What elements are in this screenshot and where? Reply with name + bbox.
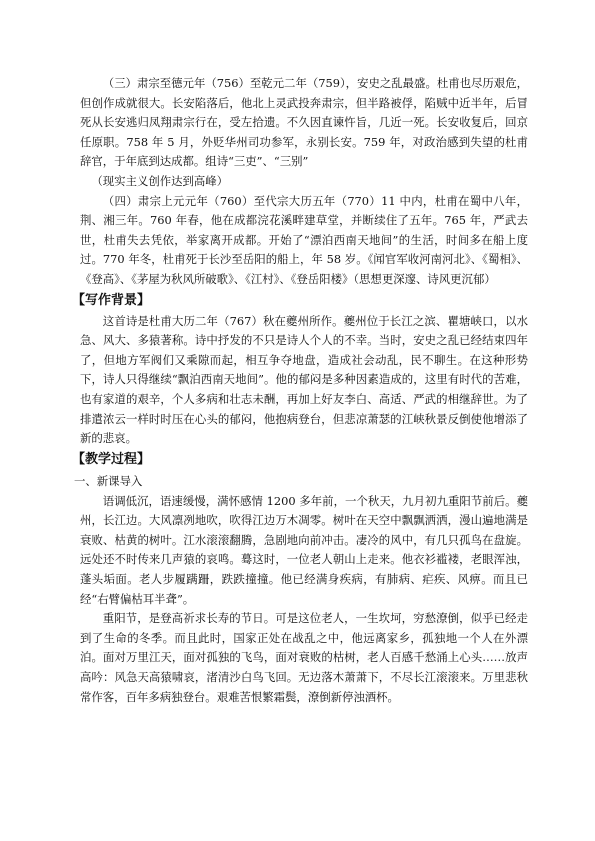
background-heading: 【写作背景】 [72,292,151,308]
intro-paragraph-2: 重阳节，是登高祈求长寿的节日。可是这位老人，一生坎坷，穷愁潦倒，似乎已经走到了生命的冬季。而且此时，国家正处在战乱之中，他远离家乡，孤独地一个人在外漂泊。面对万里江天，面对孤独的飞鸟，面对衰败的枯树，老人百感千愁涌上心头……放声高吟：风急天高猿啸哀，渚清沙白鸟飞回。无边落木萧萧下，不尽长江滚滚来。万里悲秋常作客，百年多病独登台。艰难苦恨繁霜鬓，潦倒新停浊酒杯。 [80,611,528,704]
section-1-title: 一、新课导入 [74,473,143,488]
life-period-4: （四）肃宗上元元年（760）至代宗大历五年（770）11 中内，杜甫在蜀中八年，荆、湘三年。760 年春，他在成都浣花溪畔建草堂，并断续住了五年。765 年，严武去世，杜甫失去凭依，举家离开成都。开始了“漂泊西南天地间”的生活，时间多在船上度过。770 年冬，杜甫死于长沙至岳阳的船上，年 58 岁。《闻官军收河南河北》、《蜀相》、《登高》、《茅屋为秋风所破歌》、《江村》、《登岳阳楼》（思想更深邃、诗风更沉郁） [80,193,528,286]
process-heading: 【教学过程】 [72,451,151,467]
background-text: 这首诗是杜甫大历二年（767）秋在夔州所作。夔州位于长江之滨、瞿塘峡口，以水急、风大、多猿著称。诗中抒发的不只是诗人个人的不幸。当时，安史之乱已经结束四年了，但地方军阀们又乘隙而起，相互争夺地盘，造成社会动乱，民不聊生。在这种形势下，诗人只得继续“飘泊西南天地间”。他的郁闷是多种因素造成的，这里有时代的苦难，也有家道的艰辛，个人多病和壮志未酬，再加上好友李白、高适、严武的相继辞世。为了排遣浓云一样时时压在心头的郁闷，他抱病登台，但悲凉萧瑟的江峡秋景反倒使他增添了新的悲哀。 [80,313,528,446]
intro-paragraph-1: 语调低沉，语速缓慢，满怀感情 1200 多年前，一个秋天，九月初九重阳节前后。夔州，长江边。大风凛冽地吹，吹得江边万木凋零。树叶在天空中飘飘洒洒，漫山遍地满是衰败、枯黄的树叶。江水滚滚翻腾，急剧地向前冲击。凄冷的风中，有几只孤鸟在盘旋。远处还不时传来几声猿的哀鸣。蓦这时，一位老人朝山上走来。他衣衫褴褛，老眼浑浊，蓬头垢面。老人步履蹒跚，跌跌撞撞。他已经满身疾病，有肺病、疟疾、风痹。而且已经“右臂偏枯耳半聋”。 [80,493,528,606]
life-period-3-note: （现实主义创作达到高峰） [91,173,229,188]
document-page [72,74,528,707]
life-period-3: （三）肃宗至德元年（756）至乾元二年（759），安史之乱最盛。杜甫也尽历艰危，但创作成就很大。长安陷落后，他北上灵武投奔肃宗，但半路被俘，陷贼中近半年，后冒死从长安逃归凤翔肃宗行在，受左拾遗。不久因直谏忤旨，几近一死。长安收复后，回京任原职。758 年 5 月，外贬华州司功参军，永别长安。759 年，对政治感到失望的杜甫辞官，于年底到达成都。组诗“三吏”、“三别” [80,76,528,169]
